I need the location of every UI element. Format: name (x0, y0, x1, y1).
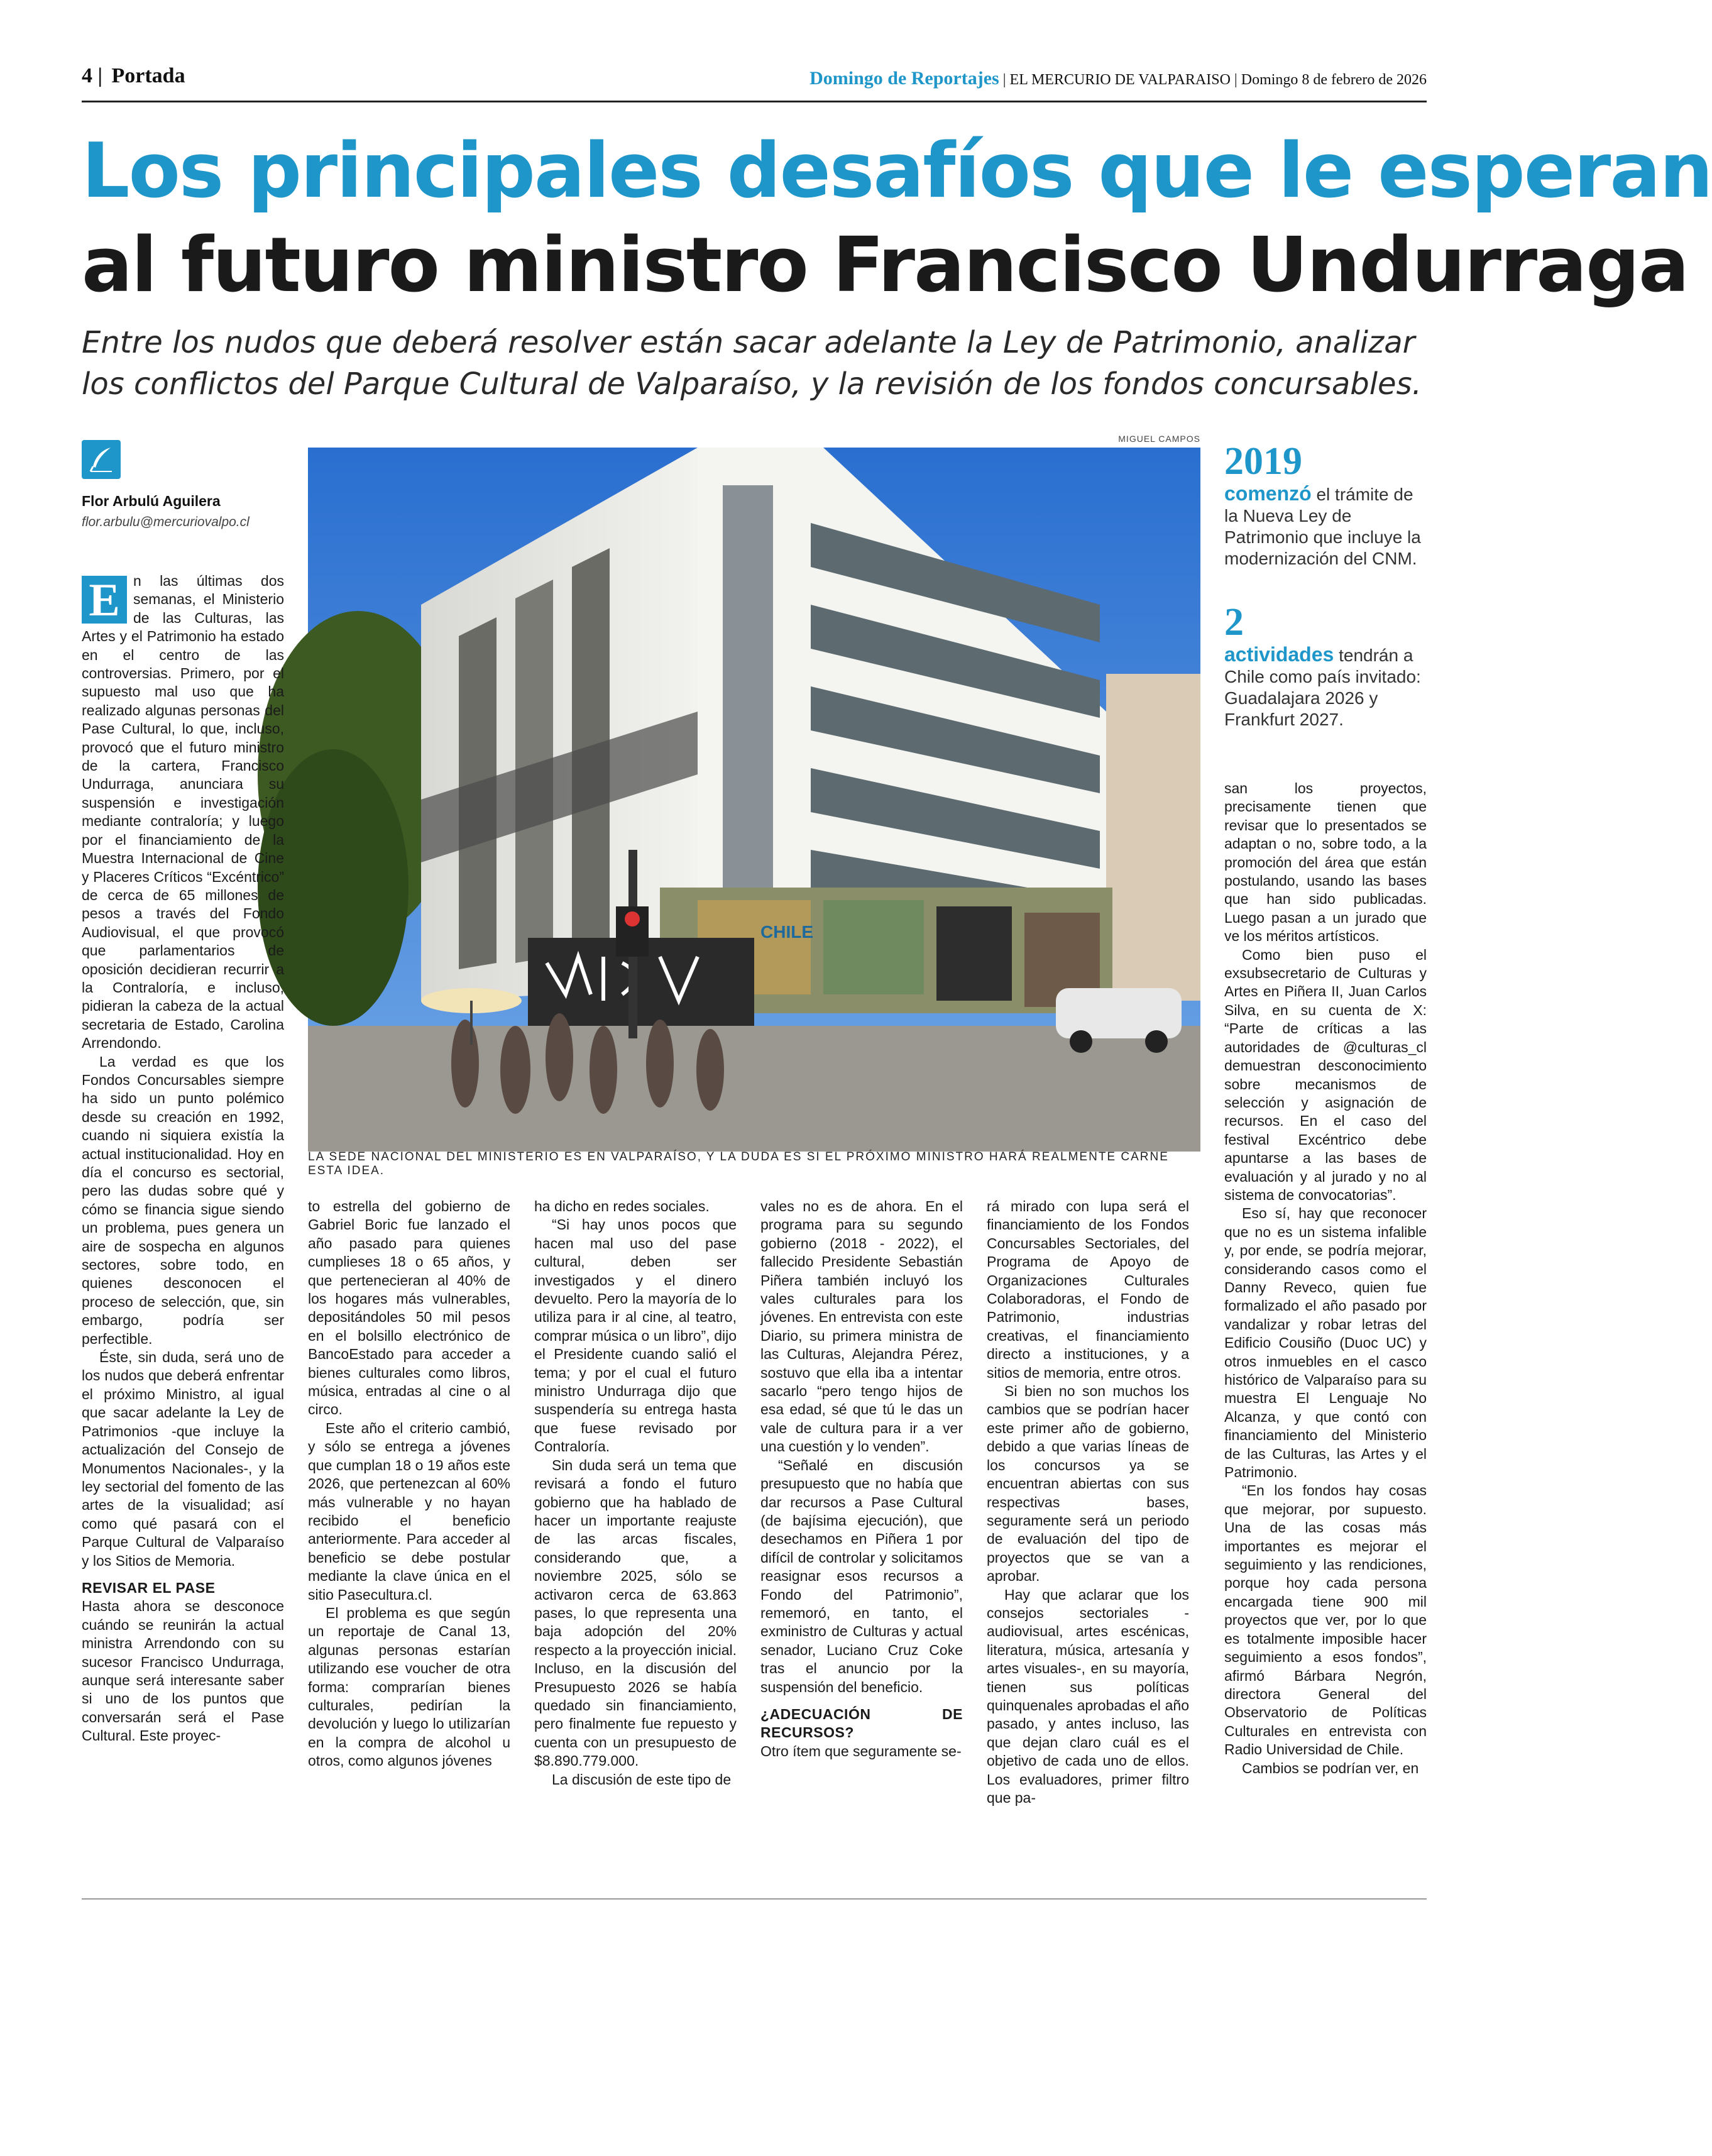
quill-icon (82, 440, 121, 479)
mural-sign: CHILE (760, 922, 813, 942)
article-paragraph: Hasta ahora se desconoce cuándo se reunirán la actual ministra Arrendondo con su sucesor Francisco Undurraga, aunque será interesante saber si uno de los puntos que conversarán será el Pase Cultural. Este proyec- (82, 1598, 284, 1744)
supplement-name: Domingo de Reportajes (809, 68, 999, 89)
article-paragraph: to estrella del gobierno de Gabriel Boric fue lanzado el año pasado para quienes cumplieses 18 o 65 años, y que pertenecieran al 40% de los hogares más vulnerables, depositándoles 50 mil pesos en el bolsillo electrónico de BancoEstado para acceder a bienes culturales como libros, música, entradas al cine o al circo. (308, 1198, 510, 1418)
publication-info: Domingo de Reportajes | EL MERCURIO DE VALPARAISO | Domingo 8 de febrero de 2026 (809, 68, 1427, 89)
subhead-revisar-el-pase: REVISAR EL PASE (82, 1579, 216, 1596)
publication-date: Domingo 8 de febrero de 2026 (1241, 72, 1427, 88)
stat-number: 2 (1224, 601, 1244, 644)
lead-photo (308, 434, 1200, 1169)
drop-cap: E (82, 576, 127, 624)
subhead-adecuacion-de-recursos: ¿ADECUACIÓN DE RECURSOS? (760, 1705, 963, 1741)
stat-text (1224, 644, 1427, 730)
byline (82, 440, 295, 530)
author-name: Flor Arbulú Aguilera (82, 493, 221, 509)
stat-description: tendrán a Chile como país invitado: Guadalajara 2026 y Frankfurt 2027. (1224, 646, 1421, 729)
paragraph-text: n las últimas dos semanas, el Ministerio de las Culturas, las Artes y el Patrimonio ha estado en el centro de las controversias. Primero, por el supuesto mal uso que ha realizado algunas personas del Pase Cultural, lo que, incluso, provocó que el futuro ministro de la cartera, Francisco Undurraga, anunciara su suspensión e investigación mediante contraloría; y luego por el financiamiento de la Muestra Internacional de Cine y Placeres Críticos “Excéntrico” de cerca de 65 millones de pesos a través del Fondo Audiovisual, el que provocó que parlamentarios de oposición decidieran recurrir a la Contraloría, e incluso, pidieran la cabeza de la actual secretaria de Estado, Carolina Arrendondo. (82, 573, 284, 1052)
article-column-1 (82, 572, 284, 1798)
article-paragraph: La verdad es que los Fondos Concursables siempre ha sido un punto polémico desde su creación en 1992, cuando ni siquiera existía la actual institucionalidad. Hoy en día el concurso es sectorial, pero las dudas sobre qué y cómo se financia sigue siendo un problema, pues genera un aire de sospecha en algunos sectores, sobre todo, en quienes desconocen el proceso de selección, que, sin embargo, podría ser perfectible. (82, 1053, 284, 1347)
article-paragraph: ha dicho en redes sociales. (534, 1198, 710, 1214)
stat-keyword: comenzó (1224, 482, 1312, 505)
article-paragraph: san los proyectos, precisamente tienen que revisar que lo presentados se adaptan o no, sobre todo, a la promoción del área que están postulando, usando las bases que han sido publicadas. Luego pasan a un jurado que ve los méritos artísticos. (1224, 780, 1427, 945)
article-paragraph: Otro ítem que seguramente se- (760, 1742, 962, 1759)
stat-text (1224, 483, 1427, 569)
photo-credit: MIGUEL CAMPOS (1118, 434, 1200, 444)
article-paragraph: Si bien no son muchos los cambios que se podrían hacer este primer año de gobierno, debido a que varias líneas de los concursos ya se encuentran abiertas con sus respectivas bases, seguramente será un periodo de evaluación del tipo de proyectos que se van a aprobar. (987, 1383, 1189, 1585)
article-paragraph: El problema es que según un reportaje de Canal 13, algunas personas estarían utilizando ese voucher de otra forma: comprarían bienes culturales, pedirían la devolución y luego lo utilizarían en la compra de alcohol u otros, como algunos jóvenes (308, 1604, 510, 1769)
building-photo (308, 448, 1200, 1152)
article-column-2 (308, 1197, 510, 1801)
article-column-6 (1224, 779, 1427, 1798)
stat-box (1224, 440, 1427, 569)
stats-sidebar (1224, 440, 1427, 762)
article-paragraph: rá mirado con lupa será el financiamiento de los Fondos Concursables Sectoriales, del Programa de Apoyo de Organizaciones Culturales Colaboradoras, el Fondo de Patrimonio, industrias creativas, el financiamiento directo a instituciones, y a sitios de memoria, entre otros. (987, 1198, 1189, 1381)
article-column-4 (760, 1197, 963, 1801)
article-paragraph: Hay que aclarar que los consejos sectoriales -audiovisual, artes escénicas, literatura, música, artesanía y artes visuales-, en su mayoría, tienen sus políticas quinquenales aprobadas el año pasado, y antes incluso, las que dejan claro cuál es el objetivo de cada uno de ellos. Los evaluadores, primer filtro que pa- (987, 1586, 1189, 1806)
article-paragraph: “En los fondos hay cosas que mejorar, por supuesto. Una de las cosas más importantes es mejorar el seguimiento y las rendiciones, porque hoy cada persona encargada tiene 900 mil proyectos que ver, por lo que es totalmente imposible hacer seguimiento a esos fondos”, afirmó Bárbara Negrón, directora General del Observatorio de Políticas Culturales en entrevista con Radio Universidad de Chile. (1224, 1482, 1427, 1758)
article-column-3 (534, 1197, 737, 1801)
stat-keyword: actividades (1224, 643, 1334, 666)
header-divider (82, 101, 1427, 102)
article-paragraph: Como bien puso el exsubsecretario de Culturas y Artes en Piñera II, Juan Carlos Silva, en su cuenta de X: “Parte de críticas a las autoridades de @culturas_cl demuestran desconocimiento sobre mecanismos de selección y asignación de recursos. En el caso del festival Excéntrico debe apuntarse a las bases de evaluación y al jurado y no al sistema de convocatorias”. (1224, 946, 1427, 1203)
photo-caption: LA SEDE NACIONAL DEL MINISTERIO ES EN VALPARAÍSO, Y LA DUDA ES SI EL PRÓXIMO MINISTRO HARÁ REALMENTE CARNE ESTA IDEA. (308, 1150, 1169, 1177)
section-name: Portada (111, 64, 185, 87)
headline (82, 124, 1712, 313)
article-paragraph: Éste, sin duda, será uno de los nudos que deberá enfrentar el próximo Ministro, al igual que sacar adelante la Ley de Patrimonios -que incluye la actualización del Consejo de Monumentos Nacionales-, y la ley sectorial del fomento de las artes de la visualidad; así como qué pasará con el Parque Cultural de Valparaíso y los Sitios de Memoria. (82, 1349, 284, 1569)
page-bottom-divider (82, 1898, 1427, 1900)
folio: 4 | Portada (82, 64, 185, 87)
article-column-5 (987, 1197, 1189, 1806)
article-paragraph: Cambios se podrían ver, en (1242, 1759, 1419, 1776)
article-paragraph: vales no es de ahora. En el programa para su segundo gobierno (2018 - 2022), el fallecido Presidente Sebastián Piñera también incluyó los vales culturales para los jóvenes. En entrevista con este Diario, su primera ministra de las Culturas, Alejandra Pérez, sostuvo que ella iba a intentar sacarlo “pero tengo hijos de esa edad, sé que tú le das un vale de cultura para ir a ver una cuestión y lo venden”. (760, 1198, 963, 1455)
article-paragraph: “Si hay unos pocos que hacen mal uso del pase cultural, deben ser investigados y el dinero devuelto. Pero la mayoría de lo utiliza para ir al cine, al teatro, comprar música o un libro”, dijo el Presidente cuando salió el tema; y por el cual el futuro ministro Undurraga dijo que suspendería su entrega hasta que fuese revisado por Contraloría. (534, 1216, 737, 1455)
stat-box (1224, 601, 1427, 730)
article-paragraph: La discusión de este tipo de (552, 1771, 732, 1788)
stat-number: 2019 (1224, 440, 1302, 483)
article-paragraph: Sin duda será un tema que revisará a fondo el futuro gobierno que ha hablado de hacer un importante reajuste de las arcas fiscales, considerando que, a noviembre 2025, sólo se activaron cerca de 63.863 pases, lo que representa una baja adopción del 20% respecto a la proyección inicial. Incluso, en la discusión del Presupuesto 2026 se había quedado sin financiamiento, pero finalmente fue repuesto y cuenta con un presupuesto de $8.890.779.000. (534, 1456, 737, 1769)
author-email[interactable]: flor.arbulu@mercuriovalpo.cl (82, 515, 250, 529)
article-paragraph: “Señalé en discusión presupuesto que no había que dar recursos a Pase Cultural (de bajísima ejecución), que desechamos en Piñera 1 por difícil de controlar y solicitamos reasignar esos recursos a Fondo del Patrimonio”, rememoró, en tanto, el exministro de Culturas y actual senador, Luciano Cruz Coke tras el anuncio por la suspensión del beneficio. (760, 1456, 963, 1695)
article-paragraph (82, 572, 284, 1053)
article-paragraph: Este año el criterio cambió, y sólo se entrega a jóvenes que cumplan 18 o 19 años este 2026, que pertenezcan al 60% más vulnerable y no hayan recibido el beneficio anteriormente. Para acceder al beneficio se debe postular mediante la clave única en el sitio Pasecultura.cl. (308, 1419, 510, 1603)
deck-subheadline: Entre los nudos que deberá resolver están sacar adelante la Ley de Patrimonio, analizar los conflictos del Parque Cultural de Valparaíso, y la revisión de los fondos concursables. (82, 325, 1422, 402)
article-paragraph: Eso sí, hay que reconocer que no es un sistema infalible y, por ende, se podría mejorar, considerando casos como el Danny Reveco, quien fue formalizado el año pasado por vandalizar y robar letras del Edificio Cousiño (Duoc UC) y otros inmuebles en el casco histórico de Valparaíso para su muestra El Lenguaje No Alcanza, y que contó con financiamiento del Ministerio de las Culturas, las Artes y el Patrimonio. (1224, 1205, 1427, 1481)
headline-line-2: al futuro ministro Francisco Undurraga (82, 222, 1688, 309)
stat-description: el trámite de la Nueva Ley de Patrimonio que incluye la modernización del CNM. (1224, 485, 1421, 568)
headline-line-1: Los principales desafíos que le esperan (82, 128, 1712, 215)
newspaper-name: EL MERCURIO DE VALPARAISO (1009, 72, 1231, 88)
page-number: 4 (82, 64, 92, 87)
page-header (82, 60, 1427, 98)
